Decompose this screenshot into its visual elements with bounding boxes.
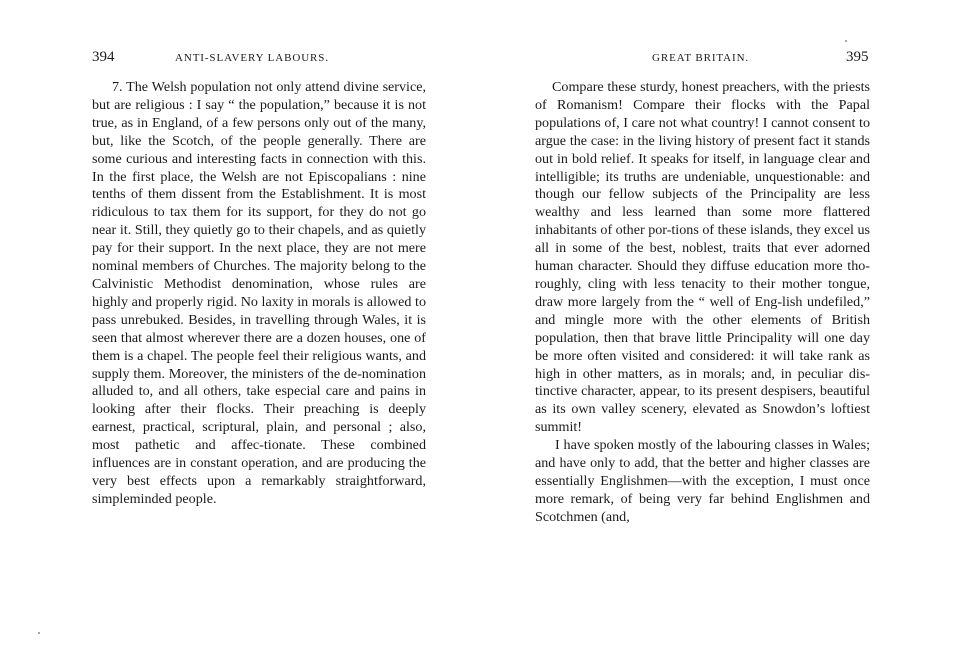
scan-speck xyxy=(38,632,40,634)
paragraph: 7. The Welsh population not only attend divine service, but are religious : I say “ the population,” because it is not true, as in England, of a few persons only out of the many, but, like the Scotch, of the people generally. There are some curious and interesting facts in connection with this. In the first place, the Welsh are not Episcopalians : nine tenths of them dissent from the Establishment. It is most ridiculous to tax them for its support, for they do not go near it. Still, they quietly go to their chapels, and as quietly pay for their support. In the next place, they are not mere nominal members of Churches. The majority belong to the Calvinistic Methodist denomination, whose rules are highly and properly rigid. No laxity in morals is allowed to pass unrebuked. Besides, in travelling through Wales, it is seen that almost wherever there are a dozen houses, one of them is a chapel. The people feel their religious wants, and supply them. Moreover, the ministers of the de-nomination alluded to, and all others, take especial care and pains in looking after their flocks. Their preaching is deeply earnest, practical, scriptural, plain, and personal ; also, most pathetic and affec-tionate. These combined influences are in constant operation, and are producing the very best effects upon a remarkably straightforward, simpleminded people. xyxy=(92,79,426,507)
paragraph: Compare these sturdy, honest preachers, with the priests of Romanism! Compare their flocks with the Papal populations of, I care not what country! I cannot consent to argue the case: in the living history of present fact it stands out in bold relief. It speaks for itself, in language clear and intelligible; its truths are undeniable, unquestionable: and though our fellow subjects of the Principality are less wealthy and less learned than some more flattered inhabitants of other por-tions of these islands, they excel us all in some of the best, noblest, traits that ever adorned human character. Should they diffuse education more tho-roughly, cling with less tenacity to their mother tongue, draw more largely from the “ well of Eng-lish undefiled,” and mingle more with the other elements of British population, then that brave little Principality will one day be more often visited and considered: it will take rank as high in other matters, as in morals; and, in peculiar dis-tinctive character, appear, to its present despisers, beautiful as its own valley scenery, elevated as Snowdon’s loftiest summit! xyxy=(535,79,870,436)
running-head-right: GREAT BRITAIN. xyxy=(652,52,750,64)
page-number-left: 394 xyxy=(92,49,115,65)
paragraph: I have spoken mostly of the labouring classes in Wales; and have only to add, that the better and higher classes are essentially Englishmen—with the exception, I must once more remark, of being very far behind Englishmen and Scotchmen (and, xyxy=(535,437,870,525)
right-page xyxy=(490,0,980,671)
scan-speck xyxy=(845,40,847,42)
body-text-right xyxy=(535,79,870,527)
body-text-left xyxy=(92,79,426,509)
page-number-right: 395 xyxy=(846,49,869,65)
running-head-left: ANTI-SLAVERY LABOURS. xyxy=(175,52,329,64)
